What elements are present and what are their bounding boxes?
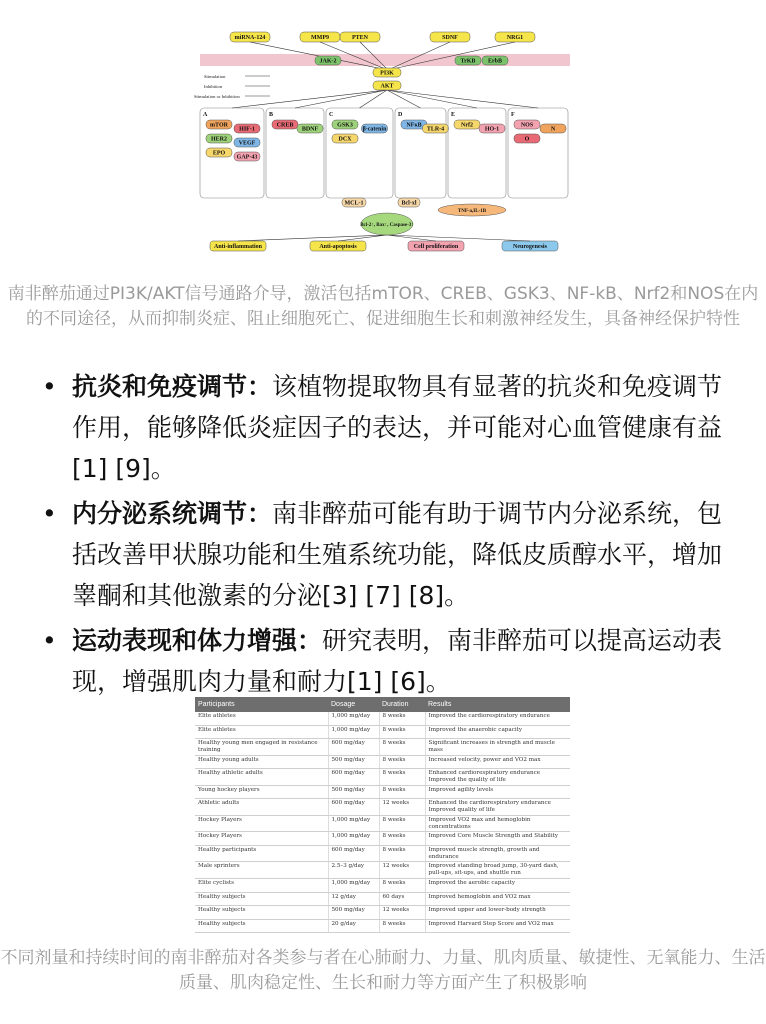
pathway-panel [200, 90, 387, 198]
table-cell: 1,000 mg/day [328, 725, 379, 739]
table-cell: Hockey Players [195, 815, 328, 832]
top-node [430, 32, 470, 42]
table-cell: Male sprinters [195, 862, 328, 879]
caption-bottom: 不同剂量和持续时间的南非醉茄对各类参与者在心肺耐力、力量、肌肉质量、敏捷性、无氧能力、生活质量、肌肉稳定性、生长和耐力等方面产生了积极影响 [0, 948, 766, 993]
table-header-cell: Duration [379, 697, 425, 712]
pathway-node [206, 134, 232, 143]
caption-top: 南非醉茄通过PI3K/AKT信号通路介导，激活包括mTOR、CREB、GSK3、NF-kB、Nrf2和NOS在内的不同途径，从而抑制炎症、阻止细胞死亡、促进细胞生长和刺激神经发生，具备神经保护特性 [7, 284, 759, 329]
table-cell: Improved the aerobic capacity [425, 879, 570, 893]
legend-label: Stimulation [204, 74, 226, 79]
table-row [195, 799, 570, 816]
table-cell: Improved Core Muscle Strength and Stability [425, 832, 570, 846]
table-cell: 8 weeks [379, 832, 425, 846]
table-cell: Improved hemoglobin and VO2 max [425, 892, 570, 906]
table-cell: 600 mg/day [328, 799, 379, 816]
pathway-node-label: EPO [212, 150, 226, 157]
table-cell: 500 mg/day [328, 906, 379, 920]
table-row [195, 845, 570, 862]
cell-membrane [200, 54, 570, 66]
pathway-node [206, 120, 232, 129]
pathway-node-label: HO-1 [484, 126, 500, 133]
table-row [195, 892, 570, 906]
pathway-node-label: DCX [338, 136, 352, 143]
table-row [195, 769, 570, 786]
pathway-node-label: NFκB [406, 122, 422, 129]
table-cell: 8 weeks [379, 879, 425, 893]
pathway-node-label: GAP-43 [236, 154, 258, 161]
bullet-title: 抗炎和免疫调节： [72, 372, 273, 401]
pathway-node [206, 148, 232, 157]
table-row [195, 785, 570, 799]
pathway-panel [387, 90, 568, 198]
bullet-item [42, 620, 742, 702]
table-cell: 8 weeks [379, 769, 425, 786]
table-cell: Elite athletes [195, 712, 328, 725]
table-cell: 2.5–3 g/day [328, 862, 379, 879]
results-table [195, 697, 570, 933]
bullet-item [42, 366, 742, 489]
table-row [195, 712, 570, 725]
core-node-label: PI3K [380, 70, 394, 77]
table-cell: Athletic adults [195, 799, 328, 816]
table-cell: Enhanced the cardiorespiratory endurance Improved quality of life [425, 799, 570, 816]
table-cell: 12 g/day [328, 892, 379, 906]
receptor-node-label: ErbB [487, 58, 503, 65]
lower-node [342, 198, 366, 207]
outcome-node-label: Neurogenesis [513, 244, 547, 251]
top-node [340, 32, 380, 42]
bullet-text: 研究表明，南非醉茄可以提高运动表现，增强肌肉力量和耐力[1] [6]。 [72, 626, 723, 696]
pathway-node [234, 152, 260, 161]
table-row [195, 879, 570, 893]
table-cell: Enhanced cardiorespiratory endurance Improved the quality of life [425, 769, 570, 786]
table-cell: 8 weeks [379, 845, 425, 862]
table-cell: 8 weeks [379, 919, 425, 933]
table-cell: 8 weeks [379, 712, 425, 725]
pathway-node [479, 124, 505, 133]
top-node-label: NRG1 [506, 35, 524, 42]
pathway-panel [387, 90, 506, 198]
pathway-panel [326, 90, 393, 198]
lower-node-label: Bcl-xl [401, 200, 417, 207]
core-node-label: AKT [380, 83, 394, 90]
table-cell: 1,000 mg/day [328, 879, 379, 893]
table-cell: Significant increases in strength and muscle mass [425, 739, 570, 756]
top-node-label: MMP9 [311, 35, 329, 42]
pathway-node [362, 124, 388, 133]
panel-letter: B [269, 112, 274, 118]
table-cell: Improved standing broad jump, 30-yard dash, pull-ups, sit-ups, and shuttle run [425, 862, 570, 879]
table-row [195, 862, 570, 879]
bullet-title: 运动表现和体力增强： [72, 626, 323, 655]
pathway-node [514, 120, 540, 129]
table-cell: Improved Harvard Step Score and VO2 max [425, 919, 570, 933]
panel-letter: C [329, 112, 334, 118]
table-header-cell: Dosage [328, 697, 379, 712]
table-cell: 500 mg/day [328, 755, 379, 769]
pathway-node [234, 124, 260, 133]
top-node-label: SDNF [442, 35, 458, 42]
pathway-node-label: GSK3 [337, 122, 353, 129]
table-cell: Elite athletes [195, 725, 328, 739]
pathway-node-label: BDNF [301, 126, 319, 133]
table-cell: 8 weeks [379, 785, 425, 799]
table-cell: Healthy participants [195, 845, 328, 862]
pathway-node [297, 124, 323, 133]
table-cell: Improved agility levels [425, 785, 570, 799]
bullet-text: 南非醉茄可能有助于调节内分泌系统，包括改善甲状腺功能和生殖系统功能，降低皮质醇水平，增加睾酮和其他激素的分泌[3] [7] [8]。 [72, 499, 723, 610]
receptor-node [482, 56, 508, 65]
top-node-label: PTEN [351, 35, 369, 42]
panel-letter: F [511, 112, 515, 118]
table-cell: Healthy young men engaged in resistance training [195, 739, 328, 756]
outcome-node [310, 241, 366, 251]
pathway-node [514, 134, 540, 143]
table-cell: Healthy subjects [195, 906, 328, 920]
pathway-arrow [387, 90, 421, 108]
table-row [195, 755, 570, 769]
pathway-node-label: mTOR [210, 122, 228, 129]
table-header-row [195, 697, 570, 712]
pathway-node [332, 134, 358, 143]
table-cell: Healthy subjects [195, 919, 328, 933]
pathway-node [332, 120, 358, 129]
pathway-node [454, 120, 480, 129]
pathway-node-label: HER2 [210, 136, 228, 143]
outcome-node [210, 241, 266, 251]
outcome-node-label: Anti-apoptosis [319, 244, 357, 251]
table-cell: 12 weeks [379, 862, 425, 879]
outcome-node-label: Cell proliferation [413, 244, 459, 251]
pathway-arrow [387, 235, 530, 241]
apoptosis-node-label: Bcl-2↑, Bax↑, Caspase-3↑ [360, 223, 414, 228]
pathway-node-label: CREB [276, 122, 294, 129]
top-node-label: miRNA-124 [234, 35, 266, 42]
table-cell: Healthy young adults [195, 755, 328, 769]
panel-letter: A [203, 112, 208, 118]
pathway-node-label: TLR-4 [426, 126, 445, 133]
top-node [495, 32, 535, 42]
table-cell: Increased velocity, power and VO2 max [425, 755, 570, 769]
table-cell: 1,000 mg/day [328, 712, 379, 725]
bullet-text: 该植物提取物具有显著的抗炎和免疫调节作用，能够降低炎症因子的表达，并可能对心血管健康有益[1] [9]。 [72, 372, 723, 483]
core-node [373, 68, 401, 77]
bullet-dot: • [42, 626, 57, 655]
table-row [195, 832, 570, 846]
table-header-cell: Participants [195, 697, 328, 712]
table-row [195, 739, 570, 756]
pathway-node-label: NOS [520, 122, 534, 129]
bullet-dot: • [42, 499, 57, 528]
table-cell: 600 mg/day [328, 739, 379, 756]
table-cell: 8 weeks [379, 725, 425, 739]
table-cell: Improved VO2 max and hemoglobin concentrations [425, 815, 570, 832]
table-cell: 500 mg/day [328, 785, 379, 799]
pathway-node-label: N [550, 126, 556, 133]
table-row [195, 906, 570, 920]
table-cell: 8 weeks [379, 815, 425, 832]
top-node [300, 32, 340, 42]
table-cell: 8 weeks [379, 739, 425, 756]
panel-letter: E [451, 112, 456, 118]
pathway-panel [266, 90, 387, 198]
table-cell: Young hockey players [195, 785, 328, 799]
receptor-node [455, 56, 481, 65]
receptor-node-label: TrKB [460, 58, 476, 65]
legend-label: Stimulation or Inhibition [194, 94, 240, 99]
bullet-list [42, 366, 742, 706]
table-cell: Elite cyclists [195, 879, 328, 893]
table-cell: Healthy subjects [195, 892, 328, 906]
table-cell: 600 mg/day [328, 845, 379, 862]
pathway-node-label: β-catenin [362, 126, 387, 133]
core-node [373, 81, 401, 90]
table-cell: Improved the anaerobic capacity [425, 725, 570, 739]
table-row [195, 815, 570, 832]
table-cell: Hockey Players [195, 832, 328, 846]
table-cell: 12 weeks [379, 906, 425, 920]
table-cell: Improved muscle strength, growth and endurance [425, 845, 570, 862]
pathway-node [272, 120, 298, 129]
cytokine-node-label: TNF-a,IL-1B [457, 209, 487, 214]
bullet-item [42, 493, 742, 616]
table-cell: 20 g/day [328, 919, 379, 933]
table-header-cell: Results [425, 697, 570, 712]
lower-node [398, 198, 420, 207]
pathway-node [423, 124, 449, 133]
outcome-node [408, 241, 464, 251]
panel-letter: D [398, 112, 403, 118]
pathway-panel [387, 90, 449, 198]
table-cell: Healthy athletic adults [195, 769, 328, 786]
pathway-node [234, 138, 260, 147]
table-cell: 1,000 mg/day [328, 815, 379, 832]
pathway-node-label: Nrf2 [461, 122, 473, 129]
table-cell: Improved upper and lower-body strength [425, 906, 570, 920]
pathway-node-label: VEGF [238, 140, 256, 147]
table-cell: 60 days [379, 892, 425, 906]
lower-node-label: MCL-1 [344, 200, 364, 207]
table-row [195, 725, 570, 739]
legend-label: Inhibition [204, 84, 223, 89]
pathway-node-label: O [524, 136, 530, 143]
table-row [195, 919, 570, 933]
table-cell: 1,000 mg/day [328, 832, 379, 846]
outcome-node [502, 241, 558, 251]
pathway-node [540, 124, 566, 133]
bullet-dot: • [42, 372, 57, 401]
pathway-node-label: HIF-1 [239, 126, 255, 133]
top-node [230, 32, 270, 42]
outcome-node-label: Anti-inflammation [214, 244, 262, 251]
receptor-node-label: JAK-2 [319, 58, 337, 65]
table-cell: Improved the cardiorespiratory endurance [425, 712, 570, 725]
bullet-title: 内分泌系统调节： [72, 499, 273, 528]
receptor-node [315, 56, 341, 65]
table-cell: 600 mg/day [328, 769, 379, 786]
pi3k-akt-pathway-diagram [190, 24, 580, 262]
table-cell: 8 weeks [379, 755, 425, 769]
table-cell: 12 weeks [379, 799, 425, 816]
